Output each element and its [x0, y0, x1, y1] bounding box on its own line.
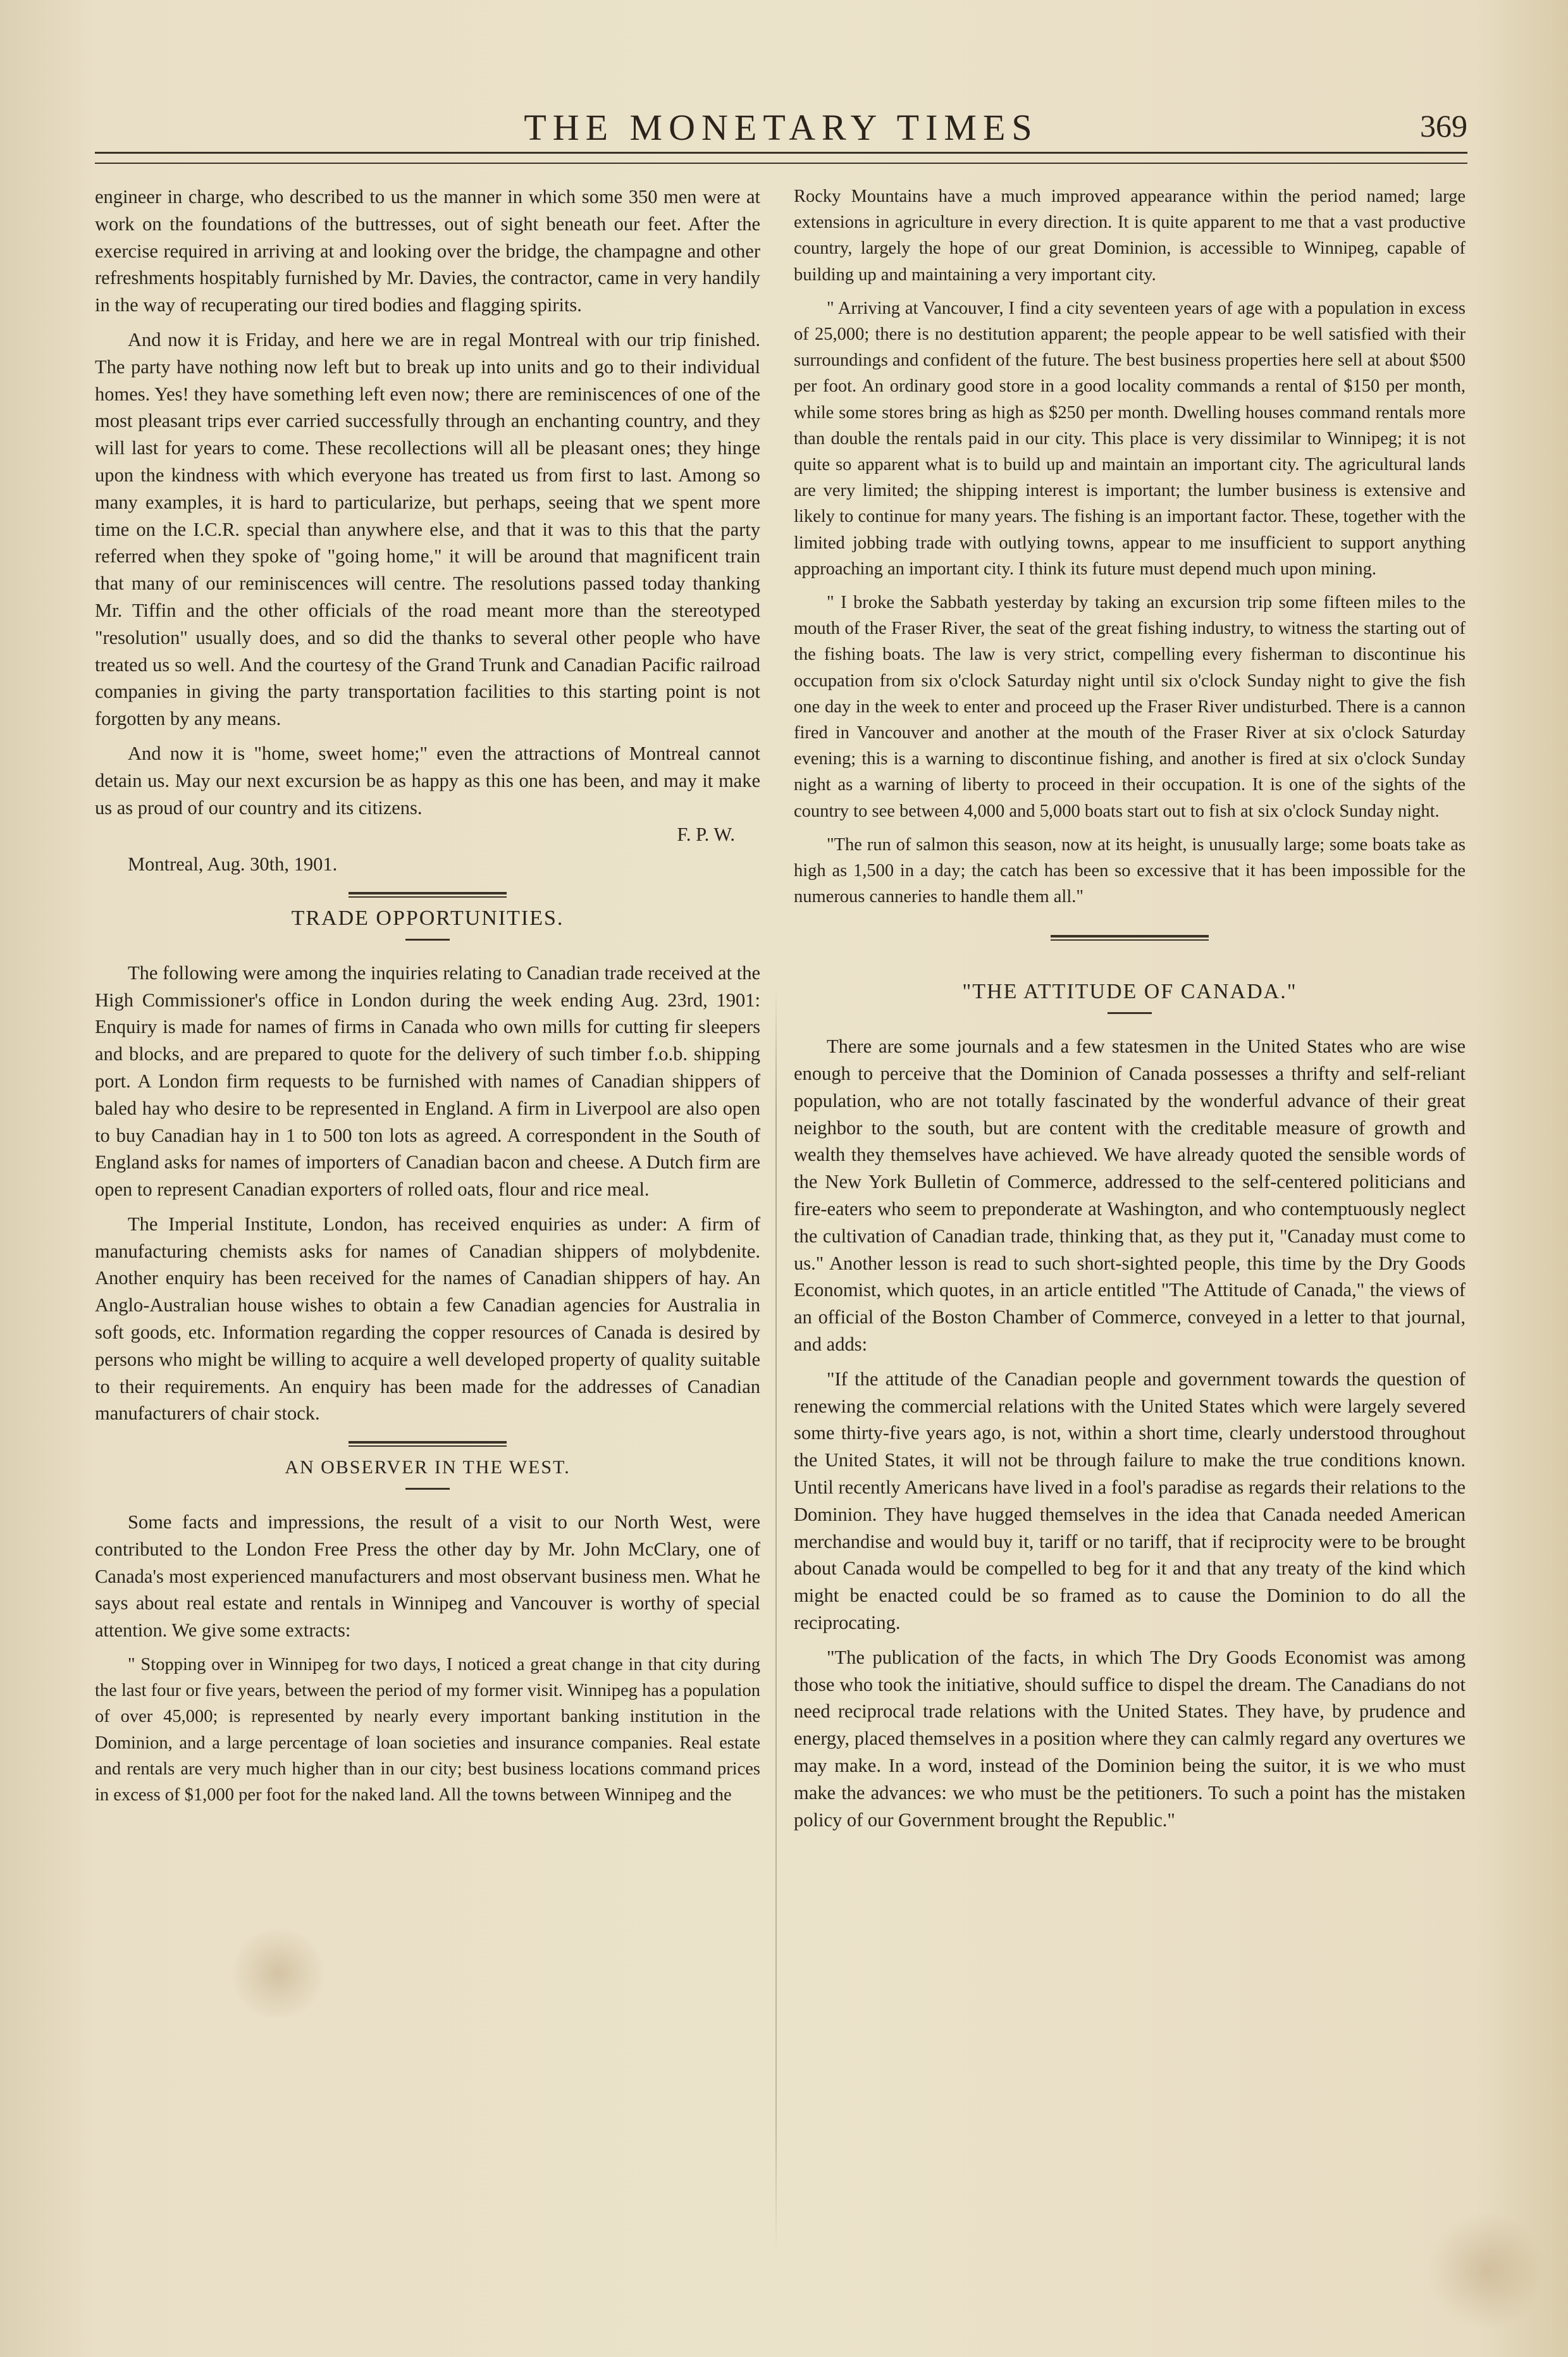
paragraph: The following were among the inquiries relating to Canadian trade received at the High Commissioner's office in London during the week ending Aug. 23rd, 1901: Enquiry is made for names of firms in Canada who own mills for cutting fir sleepers and blocks, and are prepared to quote for the delivery of such timber f.o.b. shipping port. A London firm requests to be furnished with names of Canadian shippers of baled hay who desire to be represented in England. A firm in Liverpool are also open to buy Canadian hay in 1 to 500 ton lots as agreed. A correspondent in the South of England asks for names of importers of Canadian bacon and cheese. A Dutch firm are open to represent Canadian exporters of rolled oats, flour and rice meal. [95, 962, 760, 1201]
masthead: THE MONETARY TIMES [524, 107, 1039, 148]
title-underline [405, 939, 450, 941]
paper-stain [1423, 2214, 1550, 2328]
section-title-observer-in-the-west: AN OBSERVER IN THE WEST. [285, 1457, 571, 1478]
section-divider [349, 1441, 507, 1447]
page-number: 369 [1420, 108, 1467, 144]
paper-stain [228, 1929, 329, 2018]
author-signature: F. P. W. [677, 824, 735, 846]
paragraph: Some facts and impressions, the result of a visit to our North West, were contributed to the London Free Press the other day by Mr. John McClary, one of Canada's most experienced manufacturers and most observant business men. What he says about real estate and rentals in Winnipeg and Vancouver is worthy of special attention. We give some extracts: [95, 1511, 760, 1642]
section-divider [349, 892, 507, 898]
quoted-paragraph: "If the attitude of the Canadian people and government towards the question of renewing the commercial relations with the United States which were largely severed some thirty-five years ago, is not, within a short time, clearly understood throughout the United States, it will not be through failure to make the true conditions known. Until recently Americans have lived in a fool's paradise as regards their relations to the Dominion. They have hugged themselves in the idea that Canada needed American merchandise and would buy it, tariff or no tariff, that if reciprocity were to be brought about Canada would be compelled to beg for it and that any treaty of the kind which might be enacted could be so framed as to cause the Dominion to do all the reciprocating. [794, 1368, 1466, 1634]
paragraph: The Imperial Institute, London, has received enquiries as under: A firm of manufacturing chemists asks for names of Canadian shippers of molybdenite. Another enquiry has been received for the names of Canadian shippers of hay. An Anglo-Australian house wishes to obtain a few Canadian agencies for Australia in soft goods, etc. Information regarding the copper resources of Canada is desired by persons who might be willing to acquire a well developed property of quality suitable to their requirements. An enquiry has been made for the addresses of Canadian manufacturers of chair stock. [95, 1213, 760, 1425]
continued-paragraph: engineer in charge, who described to us the manner in which some 350 men were at work on the foundations of the buttresses, out of sight beneath our feet. After the exercise required in arriving at and looking over the bridge, the champagne and other refreshments hospitably furnished by Mr. Davies, the contractor, came in very handily in the way of recuperating our tired bodies and flagging spirits. [95, 186, 760, 316]
quoted-paragraph: "The run of salmon this season, now at its height, is unusually large; some boats take as high as 1,500 in a day; the catch has been so excessive that it has been impossible for the numerous canneries to handle them all." [794, 834, 1466, 907]
section-divider [1051, 935, 1209, 941]
left-column [95, 183, 760, 2322]
quoted-paragraph: " Stopping over in Winnipeg for two days, I noticed a great change in that city during the last four or five years, between the period of my former visit. Winnipeg has a population of over 45,000; is represented by nearly every important banking institution in the Dominion, and a large percentage of loan societies and insurance companies. Real estate and rentals are very much higher than in our city; best business locations command prices in excess of $1,000 per foot for the naked land. All the towns between Winnipeg and the [95, 1655, 760, 1805]
dateline: Montreal, Aug. 30th, 1901. [128, 853, 338, 875]
paragraph: There are some journals and a few statesmen in the United States who are wise enough to perceive that the Dominion of Canada possesses a thrifty and self-reliant population, who are not totally fascinated by the wonderful advance of their great neighbor to the south, but are content with the creditable measure of growth and wealth they themselves have achieved. We have already quoted the sensible words of the New York Bulletin of Commerce, addressed to the self-centered politicians and fire-eaters who seem to preponderate at Washington, and who contemptuously neglect the cultivation of Canadian trade, thinking that, as they put it, "Canaday must come to us." Another lesson is read to such short-sighted people, this time by the Dry Goods Economist, which quotes, in an article entitled "The Attitude of Canada," the views of an official of the Boston Chamber of Commerce, conveyed in a letter to that journal, and adds: [794, 1036, 1466, 1356]
section-title-attitude-of-canada: "THE ATTITUDE OF CANADA." [962, 980, 1297, 1004]
page-header [95, 95, 1467, 152]
right-column [794, 183, 1466, 2322]
continued-paragraph: Rocky Mountains have a much improved appearance within the period named; large extensions in agriculture in every direction. It is quite apparent to me that a vast productive country, largely the hope of our great Dominion, is accessible to Winnipeg, capable of building up and maintaining a very important city. [794, 187, 1466, 285]
paragraph: And now it is "home, sweet home;" even the attractions of Montreal cannot detain us. May our next excursion be as happy as this one has been, and may it make us as proud of our country and its citizens. [95, 742, 760, 819]
quoted-paragraph: " I broke the Sabbath yesterday by taking an excursion trip some fifteen miles to the mouth of the Fraser River, the seat of the great fishing industry, to witness the starting out of the fishing boats. The law is very strict, compelling every fisherman to discontinue his occupation from six o'clock Saturday night until six o'clock Sunday night to give the fish one day in the week to enter and proceed up the Fraser River undisturbed. There is a cannon fired in Vancouver and another at the mouth of the Fraser River at six o'clock Saturday evening; this is a warning to discontinue fishing, and another is fired at six o'clock Sunday night as a warning of liberty to proceed in their occupation. It is one of the sights of the country to see between 4,000 and 5,000 boats start out to fish at six o'clock Sunday night. [794, 593, 1466, 821]
title-underline [405, 1488, 450, 1490]
title-underline [1108, 1012, 1152, 1014]
column-divider [775, 987, 777, 2252]
paragraph: And now it is Friday, and here we are in regal Montreal with our trip finished. The party have nothing now left but to break up into units and go to their individual homes. Yes! they have something left even now; there are reminiscences of one of the most pleasant trips ever carried successfully through an enchanting country, and they will last for years to come. These recollections will all be pleasant ones; they hinge upon the kindness with which everyone has treated us from first to last. Among so many examples, it is hard to particularize, but perhaps, seeing that we spent more time on the I.C.R. special than anywhere else, and that it was to this that the party referred when they spoke of "going home," it will be around that magnificent train that many of our reminiscences will centre. The resolutions passed today thanking Mr. Tiffin and the other officials of the road meant more than the stereotyped "resolution" usually does, and so did the thanks to several other people who have treated us so well. And the courtesy of the Grand Trunk and Canadian Pacific railroad companies in giving the party transportation facilities to this starting point is not forgotten by any means. [95, 328, 760, 730]
section-title-trade-opportunities: TRADE OPPORTUNITIES. [291, 906, 564, 930]
header-rule [95, 152, 1467, 164]
quoted-paragraph: " Arriving at Vancouver, I find a city seventeen years of age with a population in excess of 25,000; there is no destitution apparent; the people appear to be well satisfied with their surroundings and confident of the future. The best business properties here sell at about $500 per foot. An ordinary good store in a good locality commands a rental of $150 per month, while some stores bring as high as $250 per month. Dwelling houses command rentals more than double the rentals paid in our city. This place is very dissimilar to Winnipeg; it is not quite so apparent what is to build up and maintain an important city. The agricultural lands are very limited; the shipping interest is important; the lumber business is extensive and likely to continue for many years. The fishing is an important factor. These, together with the limited jobbing trade with outlying towns, appear to me insufficient to support anything approaching an important city. I think its future must depend much upon mining. [794, 298, 1466, 579]
quoted-paragraph: "The publication of the facts, in which The Dry Goods Economist was among those who took the initiative, should suffice to dispel the dream. The Canadians do not need reciprocal trade relations with the United States. They have, by prudence and energy, placed themselves in a position where they can calmly regard any overtures we may make. In a word, instead of the Dominion being the suitor, it is we who must make the advances: we who must be the petitioners. To such a point has the mistaken policy of our Government brought the Republic." [794, 1646, 1466, 1831]
